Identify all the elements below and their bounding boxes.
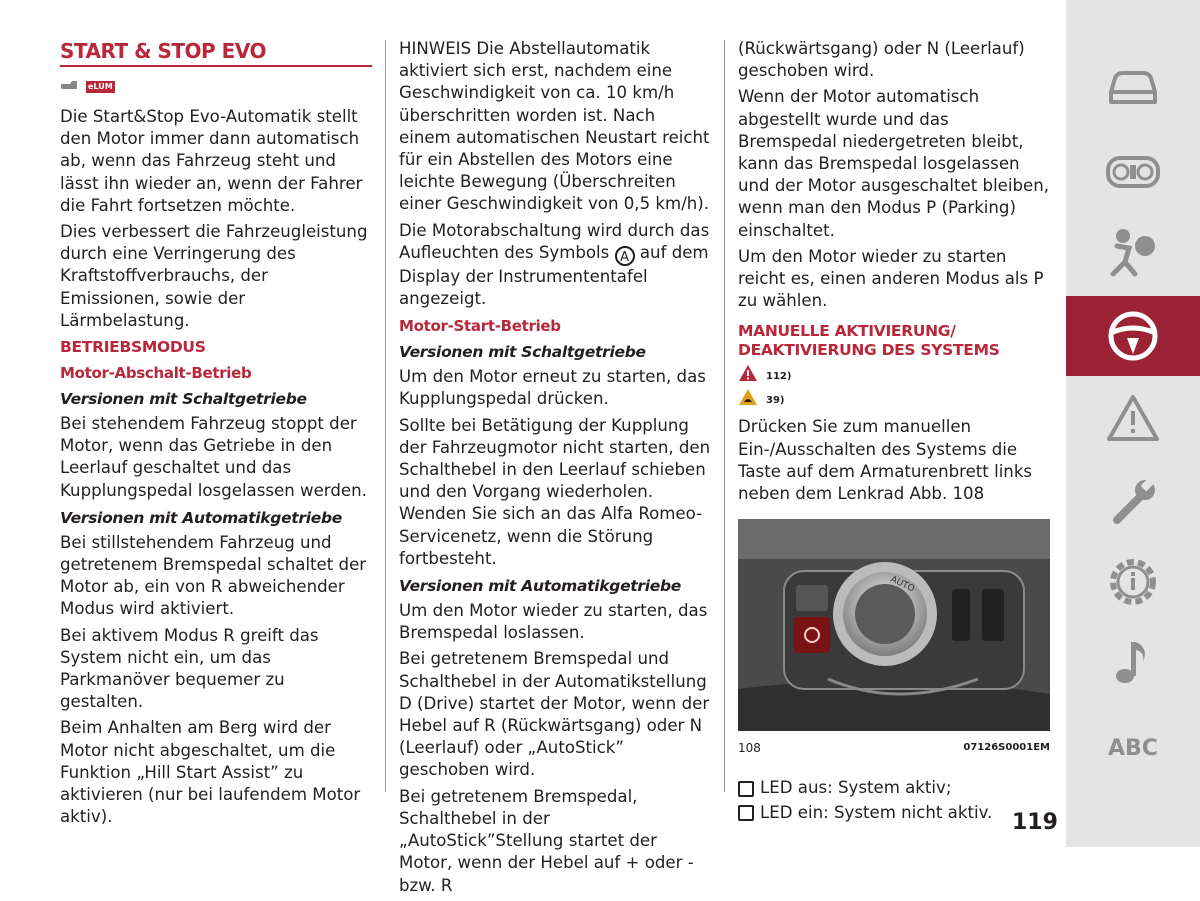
warning-triangle-icon bbox=[1105, 393, 1161, 443]
paragraph: Um den Motor wieder zu starten, das Bremspedal loslassen. bbox=[399, 601, 708, 643]
paragraph: Wenn der Motor automatisch abgestellt wurde und das Bremspedal niedergetreten bleibt, kann das Bremspedal losgelassen und der Motor ausgeschaltet bleiben, wenn man den Modus P (Parking) einschaltet. bbox=[738, 87, 1050, 240]
paragraph: Um den Motor erneut zu starten, das Kupplungspedal drücken. bbox=[399, 367, 706, 409]
heading-automatikgetriebe: Versionen mit Automatikgetriebe bbox=[399, 577, 681, 596]
hand-pointer-icon bbox=[60, 76, 80, 98]
title-rule bbox=[60, 65, 372, 67]
checkbox-bullet-icon bbox=[738, 781, 754, 797]
column-3 bbox=[738, 38, 1050, 826]
knob-label: AUTO bbox=[888, 574, 916, 595]
paragraph: Sollte bei Betätigung der Kupplung der Fahrzeugmotor nicht starten, den Schalthebel in den Leerlauf schieben und den Vorgang wiederholen. Wenden Sie sich an das Alfa Romeo-Servicenetz, wenn die Störung fortbesteht. bbox=[399, 415, 711, 568]
section-title: START & STOP EVO bbox=[60, 39, 266, 63]
paragraph: Beim Anhalten am Berg wird der Motor nicht abgeschaltet, um die Funktion „Hill Start Assist” zu aktivieren (nur bei laufendem Motor aktiv). bbox=[60, 718, 361, 827]
caution-ref bbox=[738, 390, 1050, 412]
instrument-cluster-icon bbox=[1105, 152, 1161, 192]
dashboard-switch-illustration bbox=[738, 519, 1050, 731]
heading-schaltgetriebe: Versionen mit Schaltgetriebe bbox=[399, 343, 646, 362]
sidebar-item-service[interactable] bbox=[1066, 462, 1200, 542]
paragraph: Um den Motor wieder zu starten reicht es, einen anderen Modus als P zu wählen. bbox=[738, 246, 1044, 311]
paragraph bbox=[399, 220, 711, 311]
sidebar-item-warnings[interactable] bbox=[1066, 378, 1200, 458]
sidebar-item-multimedia[interactable] bbox=[1066, 622, 1200, 702]
page-number: 119 bbox=[1012, 810, 1058, 835]
heading-motor-start: Motor-Start-Betrieb bbox=[399, 317, 561, 336]
sidebar-item-start-driving[interactable] bbox=[1066, 296, 1200, 376]
sidebar-item-safety[interactable] bbox=[1066, 212, 1200, 292]
sidebar-item-technical-data[interactable] bbox=[1066, 542, 1200, 622]
caution-triangle-icon bbox=[738, 388, 758, 415]
figure-caption bbox=[738, 737, 1050, 759]
warning-ref-number: 112) bbox=[766, 371, 792, 383]
heading-abschalt: Motor-Abschalt-Betrieb bbox=[60, 364, 252, 383]
heading-schaltgetriebe: Versionen mit Schaltgetriebe bbox=[60, 390, 307, 409]
list-item-text: LED aus: System aktiv; bbox=[760, 778, 952, 798]
sidebar-item-car[interactable] bbox=[1066, 48, 1200, 128]
paragraph: Bei aktivem Modus R greift das System nicht ein, um das Parkmanöver bequemer zu gestalten. bbox=[60, 625, 319, 712]
column-1 bbox=[60, 38, 372, 832]
wrench-icon bbox=[1105, 474, 1161, 530]
heading-manual: MANUELLE AKTIVIERUNG/ DEAKTIVIERUNG DES SYSTEMS bbox=[738, 322, 1000, 360]
elum-badge: eLUM bbox=[88, 82, 113, 91]
sidebar-item-index[interactable] bbox=[1066, 708, 1200, 788]
figure-code: 07126S0001EM bbox=[963, 742, 1050, 754]
note-paragraph: HINWEIS Die Abstellautomatik aktiviert sich erst, nachdem eine Geschwindigkeit von ca. 10 km/h überschritten worden ist. Nach einem automatischen Neustart reicht für ein Abstellen des Motors eine leichte Bewegung (Überschreiten einer Geschwindigkeit von 0,5 km/h). bbox=[399, 39, 710, 214]
paragraph: Bei stillstehendem Fahrzeug und getretenem Bremspedal schaltet der Motor ab, ein von R abweichender Modus wird aktiviert. bbox=[60, 532, 367, 619]
symbol-letter: A bbox=[620, 249, 630, 265]
figure-108-photo bbox=[738, 519, 1050, 731]
column-divider bbox=[724, 40, 725, 792]
text: Die Motorabschaltung wird durch das Aufleuchten des Symbols bbox=[399, 220, 710, 262]
warning-ref bbox=[738, 366, 1050, 388]
list-item-text: LED ein: System nicht aktiv. bbox=[760, 802, 993, 822]
text: auf dem Display der Instrumententafel angezeigt. bbox=[399, 242, 709, 309]
heading-automatikgetriebe: Versionen mit Automatikgetriebe bbox=[60, 508, 342, 527]
sidebar-item-dashboard[interactable] bbox=[1066, 132, 1200, 212]
airbag-passenger-icon bbox=[1105, 226, 1161, 278]
paragraph: (Rückwärtsgang) oder N (Leerlauf) geschoben wird. bbox=[738, 39, 1025, 81]
checkbox-bullet-icon bbox=[738, 805, 754, 821]
list-item bbox=[738, 777, 1050, 799]
paragraph: Bei getretenem Bremspedal, Schalthebel in der „AutoStick”Stellung startet der Motor, wenn der Hebel auf + oder - bzw. R bbox=[399, 786, 694, 895]
index-abc-label: ABC bbox=[1108, 735, 1158, 761]
caution-ref-number: 39) bbox=[766, 395, 785, 407]
list-item bbox=[738, 802, 1050, 824]
paragraph: Dies verbessert die Fahrzeugleistung durch eine Verringerung des Kraftstoffverbrauchs, der Emissionen, sowie der Lärmbelastung. bbox=[60, 222, 368, 330]
heading-betriebsmodus: BETRIEBSMODUS bbox=[60, 338, 206, 357]
icon-row bbox=[60, 76, 372, 98]
music-note-icon bbox=[1105, 634, 1161, 690]
paragraph: Die Start&Stop Evo-Automatik stellt den Motor immer dann automatisch ab, wenn das Fahrzeug steht und lässt ihn wieder an, wenn der Fahrer die Fahrt fortsetzen möchte. bbox=[60, 107, 363, 215]
column-2 bbox=[399, 38, 711, 901]
steering-wheel-icon bbox=[1105, 308, 1161, 364]
gear-info-icon bbox=[1105, 554, 1161, 610]
auto-stop-symbol-icon bbox=[615, 246, 635, 266]
car-icon bbox=[1105, 68, 1161, 108]
column-divider bbox=[385, 40, 386, 792]
paragraph: Drücken Sie zum manuellen Ein-/Ausschalten des Systems die Taste auf dem Armaturenbrett links neben dem Lenkrad Abb. 108 bbox=[738, 417, 1033, 504]
paragraph: Bei getretenem Bremspedal und Schalthebel in der Automatikstellung D (Drive) startet der Motor, wenn der Hebel auf R (Rückwärtsgang) oder N (Leerlauf) oder „AutoStick” geschoben wird. bbox=[399, 649, 710, 780]
chapter-sidebar bbox=[1066, 0, 1200, 847]
figure-number: 108 bbox=[738, 741, 761, 756]
paragraph: Bei stehendem Fahrzeug stoppt der Motor, wenn das Getriebe in den Leerlauf geschaltet und das Kupplungspedal losgelassen werden. bbox=[60, 414, 367, 500]
